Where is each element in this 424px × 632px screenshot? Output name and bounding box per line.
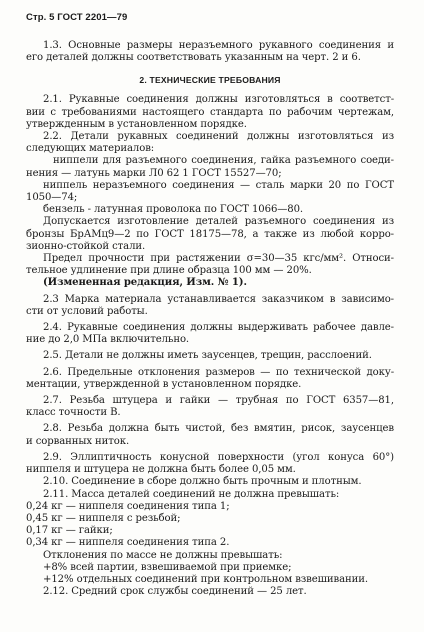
paragraph-2-3-line-1: 2.3 Марка материала устанавливается заказчиком в зависимо- (43, 293, 394, 305)
paragraph-2-1-line-1: 2.1. Рукавные соединения должны изготовляться в соответст- (43, 94, 394, 106)
paragraph-2-10: 2.10. Соединение в сборе должно быть прочным и плотным. (43, 476, 362, 488)
paragraph-1-3-line-2: его деталей должны соответствовать указанным на черт. 2 и 6. (26, 52, 361, 64)
paragraph-2-6-line-2: ментации, утвержденной в установленном порядке. (26, 378, 302, 390)
paragraph-2-12: 2.12. Средний срок службы соединений — 25 лет. (43, 586, 307, 598)
mass-item: 0,34 кг — ниппеля соединения типа 2. (26, 537, 230, 549)
paragraph-2-2-line-5: ниппель неразъемного соединения — сталь марки 20 по ГОСТ (43, 179, 394, 191)
paragraph-2-1-line-2: вии с требованиями настоящего стандарта по рабочим чертежам, (26, 106, 394, 118)
paragraph-2-2-line-9: бронзы БрАМц9—2 по ГОСТ 18175—78, а также из любой корро- (26, 228, 394, 240)
mass-item: 0,24 кг — ниппеля соединения типа 1; (26, 500, 230, 512)
mass-item: 0,45 кг — ниппеля с резьбой; (26, 512, 181, 524)
paragraph-2-8-line-1: 2.8. Резьба должна быть чистой, без вмятин, рисок, заусенцев (43, 423, 394, 435)
mass-item: 0,17 кг — гайки; (26, 525, 113, 537)
page-header: Стр. 5 ГОСТ 2201—79 (26, 12, 128, 23)
paragraph-2-3-line-2: сти от условий работы. (26, 305, 148, 317)
paragraph-2-2-line-12: тельное удлинение при длине образца 100 мм — 20%. (26, 265, 312, 277)
paragraph-2-6-line-1: 2.6. Предельные отклонения размеров — по технической доку- (43, 366, 394, 378)
paragraph-2-2-line-7: бензель - латунная проволока по ГОСТ 1066—80. (43, 204, 304, 216)
paragraph-2-2-line-2: следующих материалов: (26, 143, 155, 155)
paragraph-2-1-line-3: утвержденным в установленном порядке. (26, 118, 247, 130)
paragraph-2-11-deviation-title: Отклонения по массе не должны превышать: (43, 549, 283, 561)
paragraph-2-9-line-1: 2.9. Эллиптичность конусной поверхности (угол конуса 60°) (43, 451, 394, 463)
paragraph-2-2-line-11: Предел прочности при растяжении σ=30—35 кгс/мм². Относи- (43, 253, 394, 265)
paragraph-2-4-line-2: ние до 2,0 МПа включительно. (26, 334, 190, 346)
paragraph-1-3-line-1: 1.3. Основные размеры неразъемного рукавного соединения и (43, 40, 394, 51)
paragraph-2-2-line-8: Допускается изготовление деталей разъемного соединения из (43, 216, 394, 228)
document-body (26, 40, 394, 598)
paragraph-2-2-line-4: нения — латунь марки Л0 62 1 ГОСТ 15527—70; (26, 167, 282, 179)
paragraph-2-8-line-2: и сорванных ниток. (26, 435, 130, 447)
paragraph-2-7-line-2: класс точности В. (26, 407, 121, 419)
paragraph-2-9-line-2: ниппеля и штуцера не должна быть более 0,05 мм. (26, 464, 296, 476)
paragraph-2-2-line-3: ниппели для разъемного соединения, гайка разъемного соеди- (53, 155, 394, 167)
paragraph-2-2-line-6: 1050—74; (26, 192, 78, 204)
paragraph-2-2-line-10: зионно-стойкой стали. (26, 240, 146, 252)
paragraph-2-2-line-1: 2.2. Детали рукавных соединений должны изготовляться из (43, 131, 394, 143)
deviation-item: +12% отдельных соединений при контрольном взвешивании. (43, 573, 369, 585)
paragraph-2-11-line-1: 2.11. Масса деталей соединений не должна превышать: (43, 488, 340, 500)
section-title: 2. ТЕХНИЧЕСКИЕ ТРЕБОВАНИЯ (139, 75, 281, 86)
amendment-note: (Измененная редакция, Изм. № 1). (43, 277, 247, 289)
paragraph-2-5: 2.5. Детали не должны иметь заусенцев, трещин, расслоений. (43, 350, 372, 362)
paragraph-2-7-line-1: 2.7. Резьба штуцера и гайки — трубная по ГОСТ 6357—81, (43, 395, 394, 407)
deviation-item: +8% всей партии, взвешиваемой при приемке; (43, 561, 292, 573)
paragraph-2-4-line-1: 2.4. Рукавные соединения должны выдерживать рабочее давле- (43, 322, 394, 334)
